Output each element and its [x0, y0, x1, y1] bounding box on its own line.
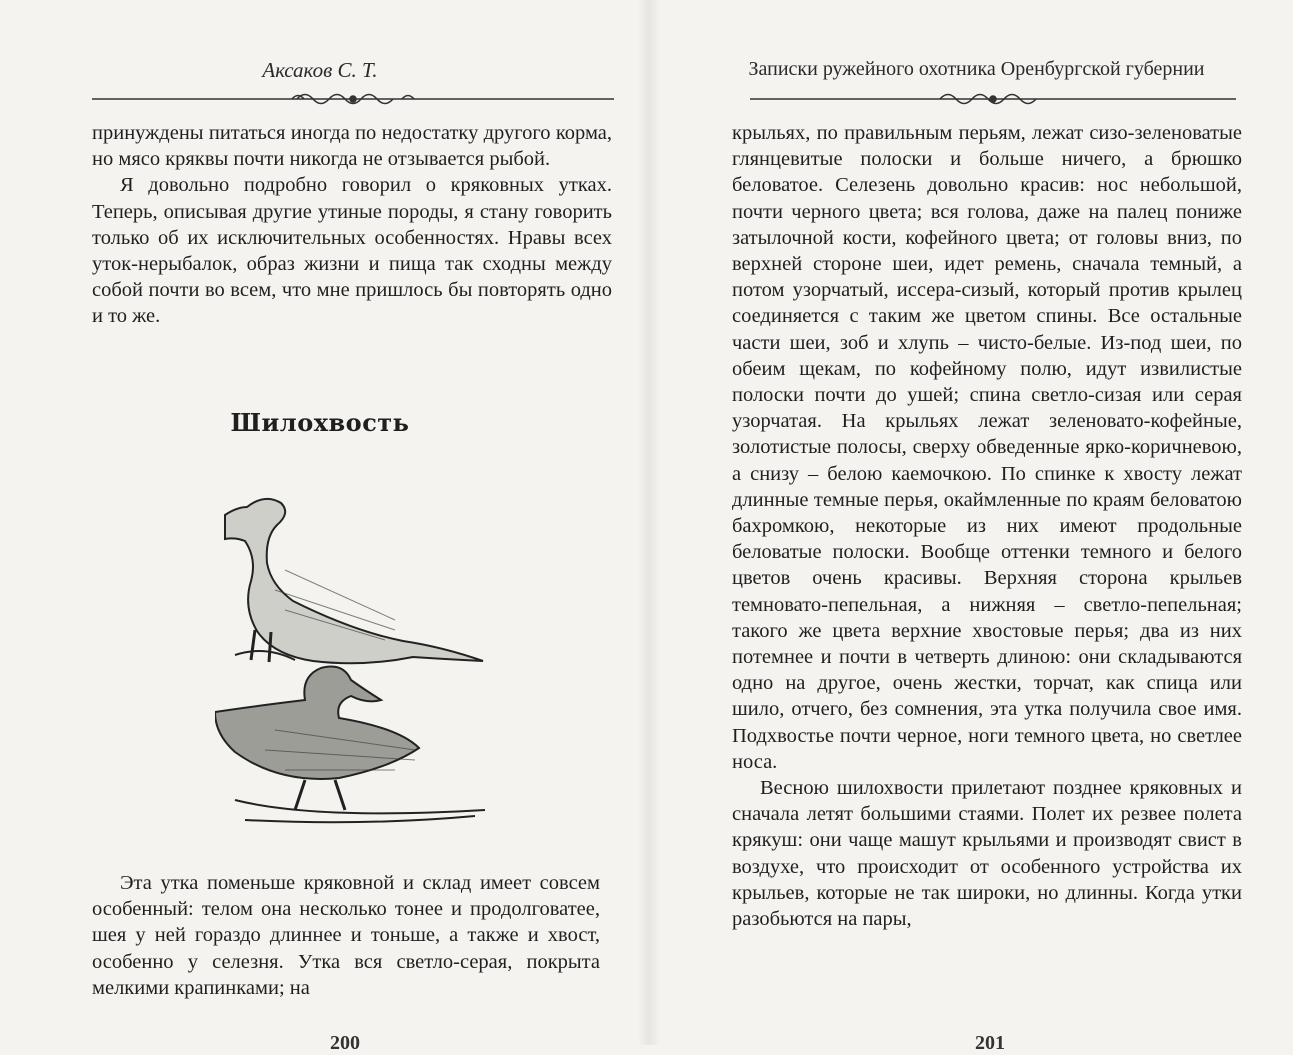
right-page	[660, 0, 1293, 1054]
pintail-ducks-illustration	[215, 480, 505, 830]
right-text	[732, 120, 1242, 932]
right-running-head: Записки ружейного охотника Оренбургской губернии	[748, 58, 1205, 80]
paragraph: Весною шилохвости прилетают позднее кряковных и сначала летят большими стаями. Полет их резвее полета крякуш: они чаще машут крыльями и производят свист в воздухе, что происходит от особенного устройства их крыльев, которые не так широки, но длинны. Когда утки разобьются на пары,	[732, 777, 1242, 931]
ornamental-rule-icon	[92, 88, 614, 110]
left-running-head: Аксаков С. Т.	[262, 58, 378, 82]
right-page-number: 201	[975, 1032, 1005, 1054]
ornamental-rule-icon	[750, 88, 1236, 110]
section-heading: Шилохвость	[230, 408, 410, 437]
left-page	[0, 0, 640, 1054]
paragraph: Я довольно подробно говорил о кряковных утках. Теперь, описывая другие утиные породы, я стану говорить только об их исключительных особенностях. Нравы всех уток-нерыбалок, образ жизни и пища так сходны между собой почти во всем, что мне пришлось бы повторять одно и то же.	[92, 174, 612, 328]
paragraph: Эта утка поменьше кряковной и склад имеет совсем особенный: телом она несколько тонее и продолговатее, шея у ней гораздо длиннее и тоньше, а также и хвост, особенно у селезня. Утка вся светло-серая, покрыта мелкими крапинками; на	[92, 872, 600, 999]
paragraph: принуждены питаться иногда по недостатку другого корма, но мясо кряквы почти никогда не отзывается рыбой.	[92, 122, 612, 171]
left-page-number: 200	[330, 1032, 360, 1054]
book-gutter	[638, 0, 660, 1045]
left-text-bottom	[92, 870, 600, 1001]
left-text-top	[92, 120, 612, 330]
paragraph: крыльях, по правильным перьям, лежат сизо-зеленоватые глянцевитые полоски и больше ничего, а брюшко беловатое. Селезень довольно красив: нос небольшой, почти черного цвета; вся голова, даже на палец пониже затылочной кости, кофейного цвета; от головы вниз, по верхней стороне шеи, идет ремень, сначала темный, а потом узорчатый, иссера-сизый, который против крылец соединяется с таким же цветом спины. Все остальные части шеи, зоб и хлупь – чисто-белые. Из-под шеи, по обеим щекам, по кофейному полю, идут извилистые полоски почти до ушей; спина светло-сизая или серая узорчатая. На крыльях лежат зеленовато-кофейные, золотистые полосы, сверху обведенные ярко-коричневою, а снизу – белою каемочкою. По спинке к хвосту лежат длинные темные перья, окаймленные по краям беловатою бахромкою, некоторые из них имеют продольные беловатые полоски. Вообще оттенки темного и белого цветов очень красивы. Верхняя сторона крыльев темновато-пепельная, а нижняя – светло-пепельная; такого же цвета верхние хвостовые перья; два из них потемнее и почти в четверть длиною: они складываются одно на другое, очень жестки, торчат, как спица или шило, отчего, без сомнения, эта утка получила свое имя. Подхвостье почти черное, ноги темного цвета, но светлее носа.	[732, 122, 1242, 773]
